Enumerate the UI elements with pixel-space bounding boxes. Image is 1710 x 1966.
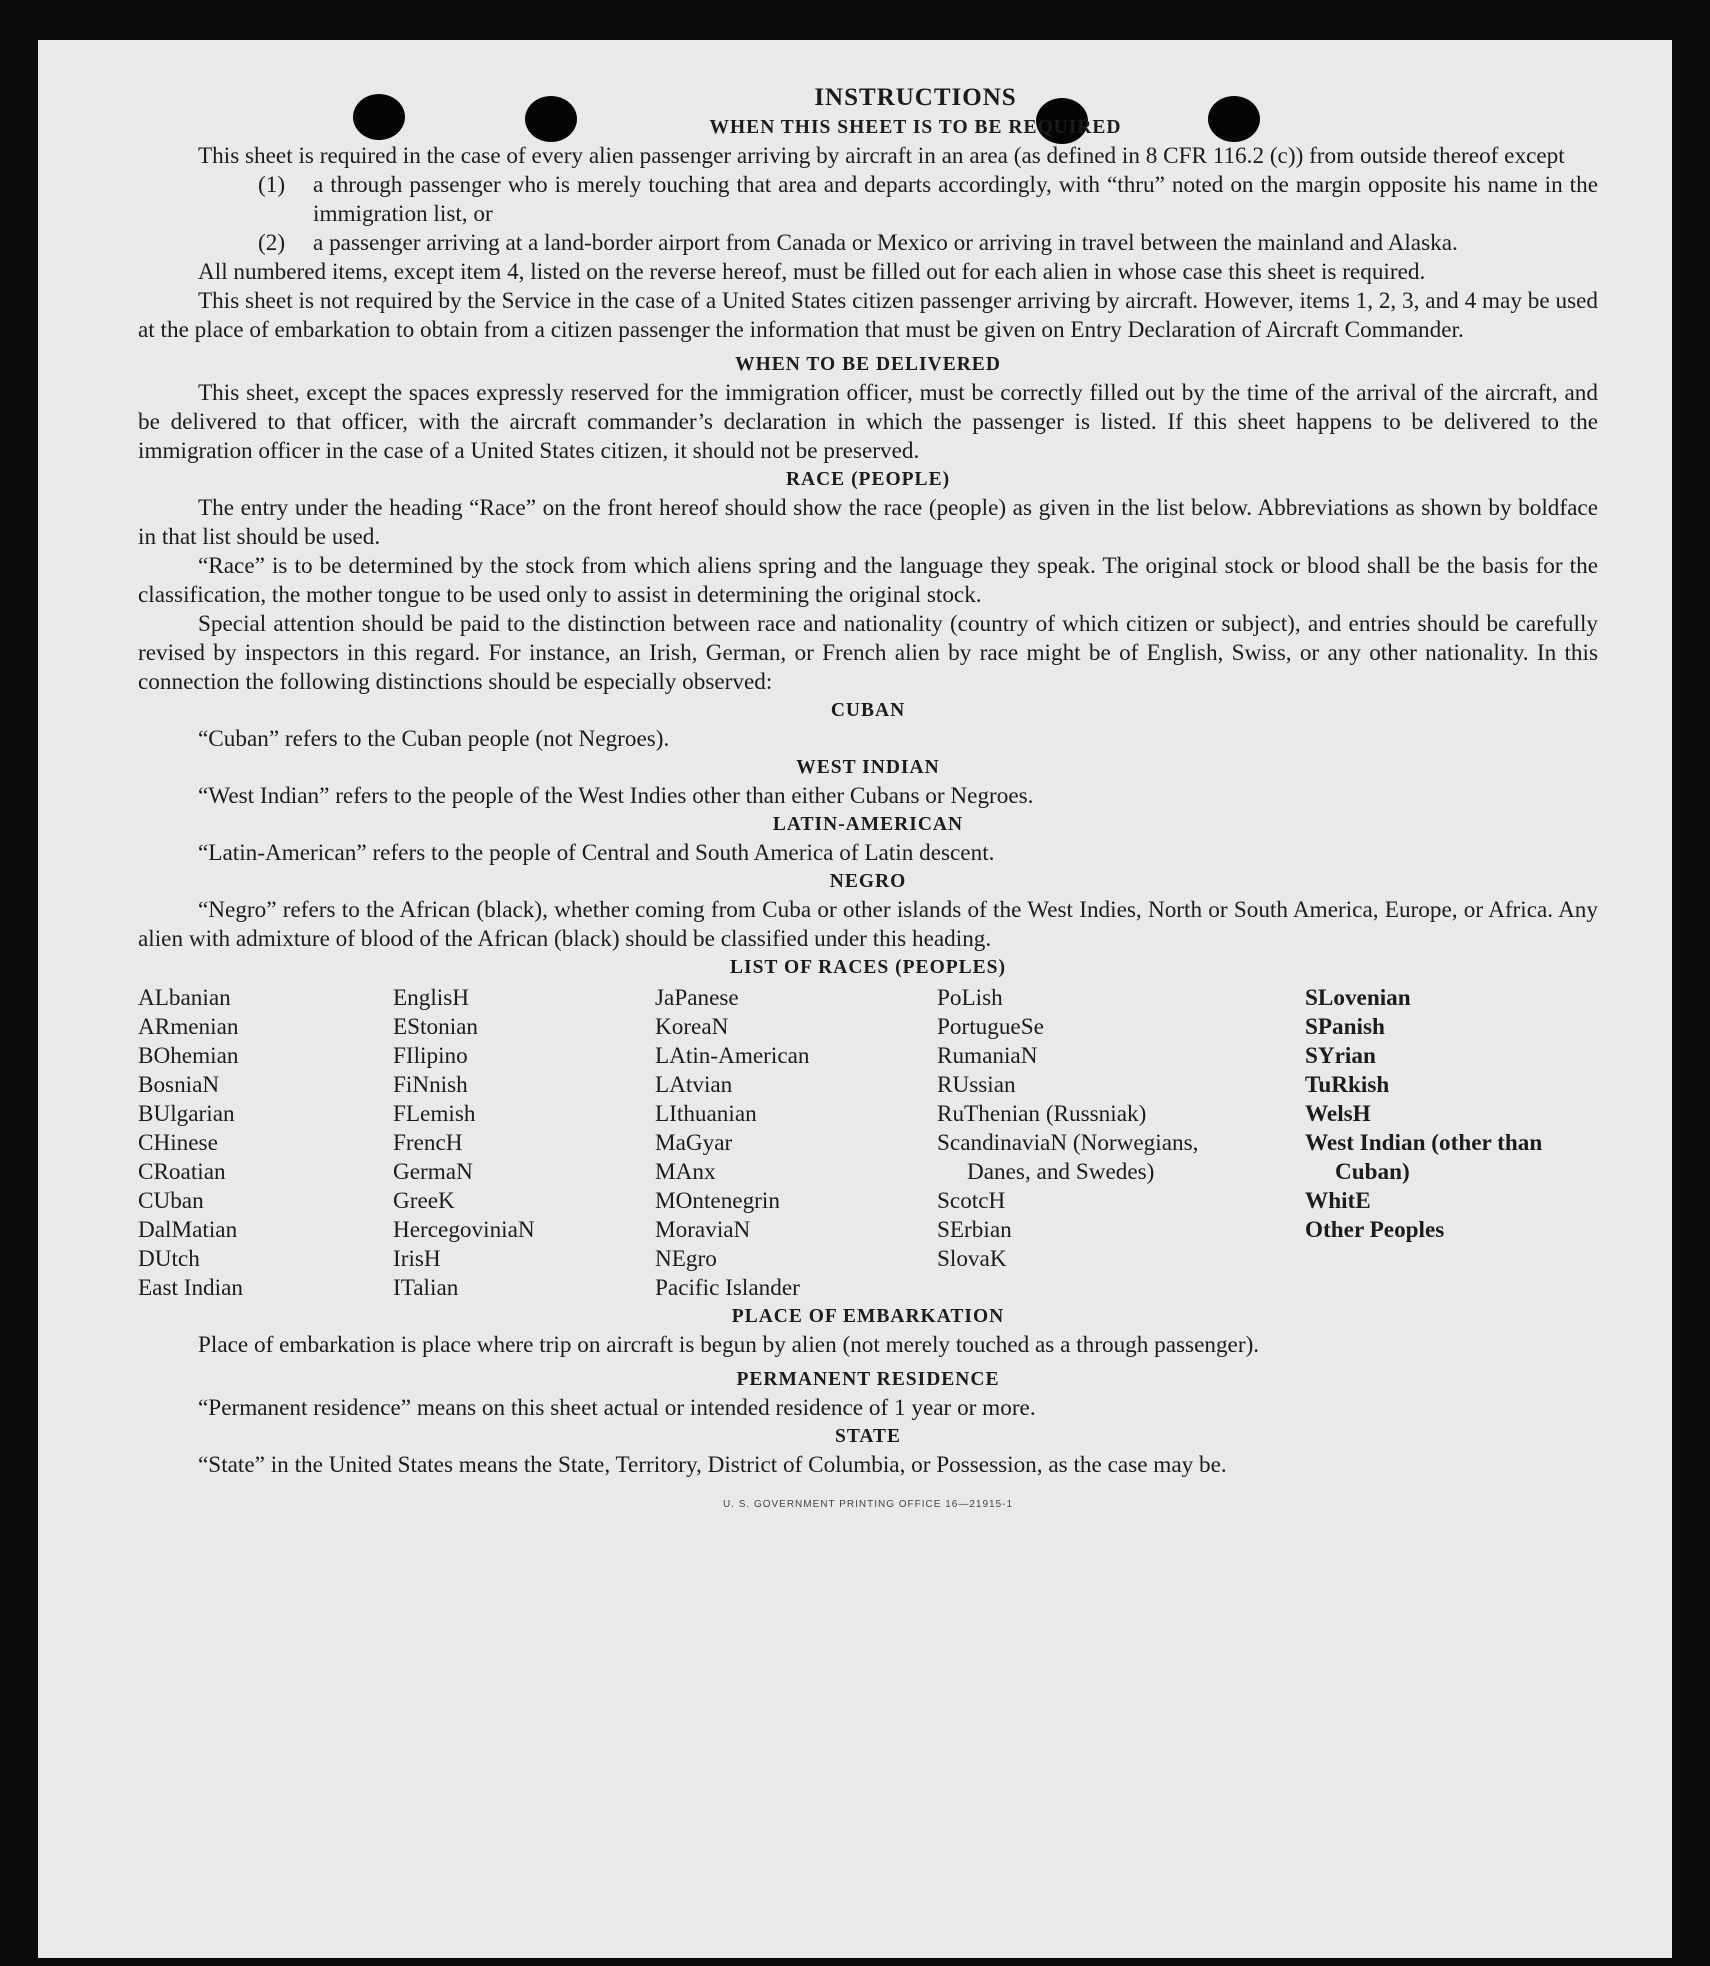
race-entry: PortugueSe [937, 1014, 1044, 1040]
document-title: INSTRUCTIONS [814, 84, 1017, 111]
paragraph: “Latin-American” refers to the people of Central and South America of Latin descent. [198, 840, 995, 866]
list-item [138, 229, 1598, 258]
section-heading-when-required: WHEN THIS SHEET IS TO BE REQUIRED [709, 117, 1122, 138]
section-heading-state: STATE [834, 1426, 902, 1447]
race-entry: GreeK [393, 1188, 455, 1214]
race-entry: FiNnish [393, 1072, 468, 1098]
section-heading-west-indian: WEST INDIAN [796, 757, 940, 778]
paragraph: Special attention should be paid to the distinction between race and nationality (country of which citizen or subject), and entries should be carefully revised by inspectors in this regard. For instance, an Irish, German, or French alien by race might be of English, Swiss, or any other nationality. In this connection the following distinctions should be especially observed: [138, 611, 1598, 695]
race-entry: CRoatian [138, 1159, 226, 1185]
race-entry: MoraviaN [655, 1217, 751, 1243]
race-entry: Other Peoples [1305, 1217, 1445, 1243]
race-entry: MOntenegrin [655, 1188, 780, 1214]
race-entry: WelsH [1305, 1101, 1371, 1127]
race-entry: CUban [138, 1188, 204, 1214]
race-entry: LAtvian [655, 1072, 733, 1098]
race-entry: BOhemian [138, 1043, 239, 1069]
race-entry: ScotcH [937, 1188, 1006, 1214]
race-entry: SlovaK [937, 1246, 1007, 1272]
races-list [138, 984, 1598, 1303]
race-entry: West Indian (other than Cuban) [1305, 1130, 1543, 1185]
race-entry: BosniaN [138, 1072, 220, 1098]
race-entry: KoreaN [655, 1014, 729, 1040]
race-entry: FLemish [393, 1101, 476, 1127]
section-heading-latin-american: LATIN-AMERICAN [772, 814, 964, 835]
race-entry: East Indian [138, 1275, 243, 1301]
section-heading-place-of-embarkation: PLACE OF EMBARKATION [731, 1306, 1005, 1327]
section-heading-race: RACE (PEOPLE) [785, 469, 951, 490]
paragraph: “State” in the United States means the State, Territory, District of Columbia, or Possession, as the case may be. [198, 1452, 1227, 1478]
paragraph: “Permanent residence” means on this sheet actual or intended residence of 1 year or more. [198, 1395, 1036, 1421]
race-entry: SPanish [1305, 1014, 1385, 1040]
race-entry: EStonian [393, 1014, 479, 1040]
race-entry: EnglisH [393, 985, 470, 1011]
race-entry: DalMatian [138, 1217, 238, 1243]
race-entry: MAnx [655, 1159, 716, 1185]
paragraph: This sheet is required in the case of every alien passenger arriving by aircraft in an area (as defined in 8 CFR 116.2 (c)) from outside thereof except [198, 143, 1565, 169]
race-entry: SErbian [937, 1217, 1012, 1243]
item-number: (1) [258, 172, 286, 198]
race-entry: DUtch [138, 1246, 200, 1272]
section-heading-negro: NEGRO [829, 871, 907, 892]
race-entry: FrencH [393, 1130, 463, 1156]
document-sheet [38, 40, 1672, 1958]
paragraph: Place of embarkation is place where trip on aircraft is begun by alien (not merely touched as a through passenger). [198, 1332, 1260, 1358]
item-text: a through passenger who is merely touching that area and departs accordingly, with “thru” noted on the margin opposite his name in the immigration list, or [313, 172, 1598, 227]
paragraph: The entry under the heading “Race” on the front hereof should show the race (people) as given in the list below. Abbreviations as shown by boldface in that list should be used. [138, 495, 1598, 550]
race-entry: BUlgarian [138, 1101, 235, 1127]
races-column [1305, 984, 1598, 1303]
list-item [138, 171, 1598, 229]
paragraph: This sheet is not required by the Service in the case of a United States citizen passenger arriving by aircraft. However, items 1, 2, 3, and 4 may be used at the place of embarkation to obtain from a citizen passenger the information that must be given on Entry Declaration of Aircraft Commander. [138, 288, 1598, 343]
paragraph: All numbered items, except item 4, listed on the reverse hereof, must be filled out for each alien in whose case this sheet is required. [198, 259, 1426, 285]
race-entry: MaGyar [655, 1130, 733, 1156]
race-entry: CHinese [138, 1130, 218, 1156]
paragraph: “Negro” refers to the African (black), whether coming from Cuba or other islands of the West Indies, North or South America, Europe, or Africa. Any alien with admixture of blood of the African (black) should be classified under this heading. [138, 897, 1598, 952]
race-entry: ScandinaviaN (Norwegians, Danes, and Swedes) [937, 1130, 1199, 1185]
race-entry: TuRkish [1305, 1072, 1390, 1098]
race-entry: SLovenian [1305, 985, 1411, 1011]
race-entry: RumaniaN [937, 1043, 1038, 1069]
races-column [937, 984, 1305, 1303]
paragraph: “Race” is to be determined by the stock from which aliens spring and the language they speak. The original stock or blood shall be the basis for the classification, the mother tongue to be used only to assist in determining the original stock. [138, 553, 1598, 608]
race-entry: WhitE [1305, 1188, 1371, 1214]
printer-imprint: U. S. GOVERNMENT PRINTING OFFICE 16—21915-1 [722, 1499, 1014, 1510]
race-entry: NEgro [655, 1246, 717, 1272]
race-entry: FIlipino [393, 1043, 468, 1069]
document-content [138, 82, 1598, 1519]
race-entry: ITalian [393, 1275, 459, 1301]
race-entry: ALbanian [138, 985, 231, 1011]
paragraph: “Cuban” refers to the Cuban people (not Negroes). [198, 726, 670, 752]
section-heading-cuban: CUBAN [830, 700, 906, 721]
races-column [393, 984, 655, 1303]
race-entry: PoLish [937, 985, 1003, 1011]
race-entry: Pacific Islander [655, 1275, 800, 1301]
race-entry: SYrian [1305, 1043, 1376, 1069]
item-number: (2) [258, 230, 286, 256]
item-text: a passenger arriving at a land-border airport from Canada or Mexico or arriving in travel between the mainland and Alaska. [313, 230, 1458, 256]
race-entry: LIthuanian [655, 1101, 757, 1127]
race-entry: LAtin-American [655, 1043, 810, 1069]
race-entry: GermaN [393, 1159, 473, 1185]
paragraph: “West Indian” refers to the people of the West Indies other than either Cubans or Negroes. [198, 783, 1034, 809]
race-entry: IrisH [393, 1246, 441, 1272]
paragraph: This sheet, except the spaces expressly reserved for the immigration officer, must be correctly filled out by the time of the arrival of the aircraft, and be delivered to that officer, with the aircraft commander’s declaration in which the passenger is listed. If this sheet happens to be delivered to the immigration officer in the case of a United States citizen, it should not be preserved. [138, 380, 1598, 464]
races-column [655, 984, 937, 1303]
section-heading-list-of-races: LIST OF RACES (PEOPLES) [729, 957, 1006, 978]
race-entry: RuThenian (Russniak) [937, 1101, 1147, 1127]
section-heading-when-delivered: WHEN TO BE DELIVERED [735, 354, 1001, 375]
section-heading-permanent-residence: PERMANENT RESIDENCE [736, 1369, 1000, 1390]
race-entry: ARmenian [138, 1014, 239, 1040]
race-entry: RUssian [937, 1072, 1016, 1098]
race-entry: HercegoviniaN [393, 1217, 535, 1243]
race-entry: JaPanese [655, 985, 739, 1011]
races-column [138, 984, 393, 1303]
